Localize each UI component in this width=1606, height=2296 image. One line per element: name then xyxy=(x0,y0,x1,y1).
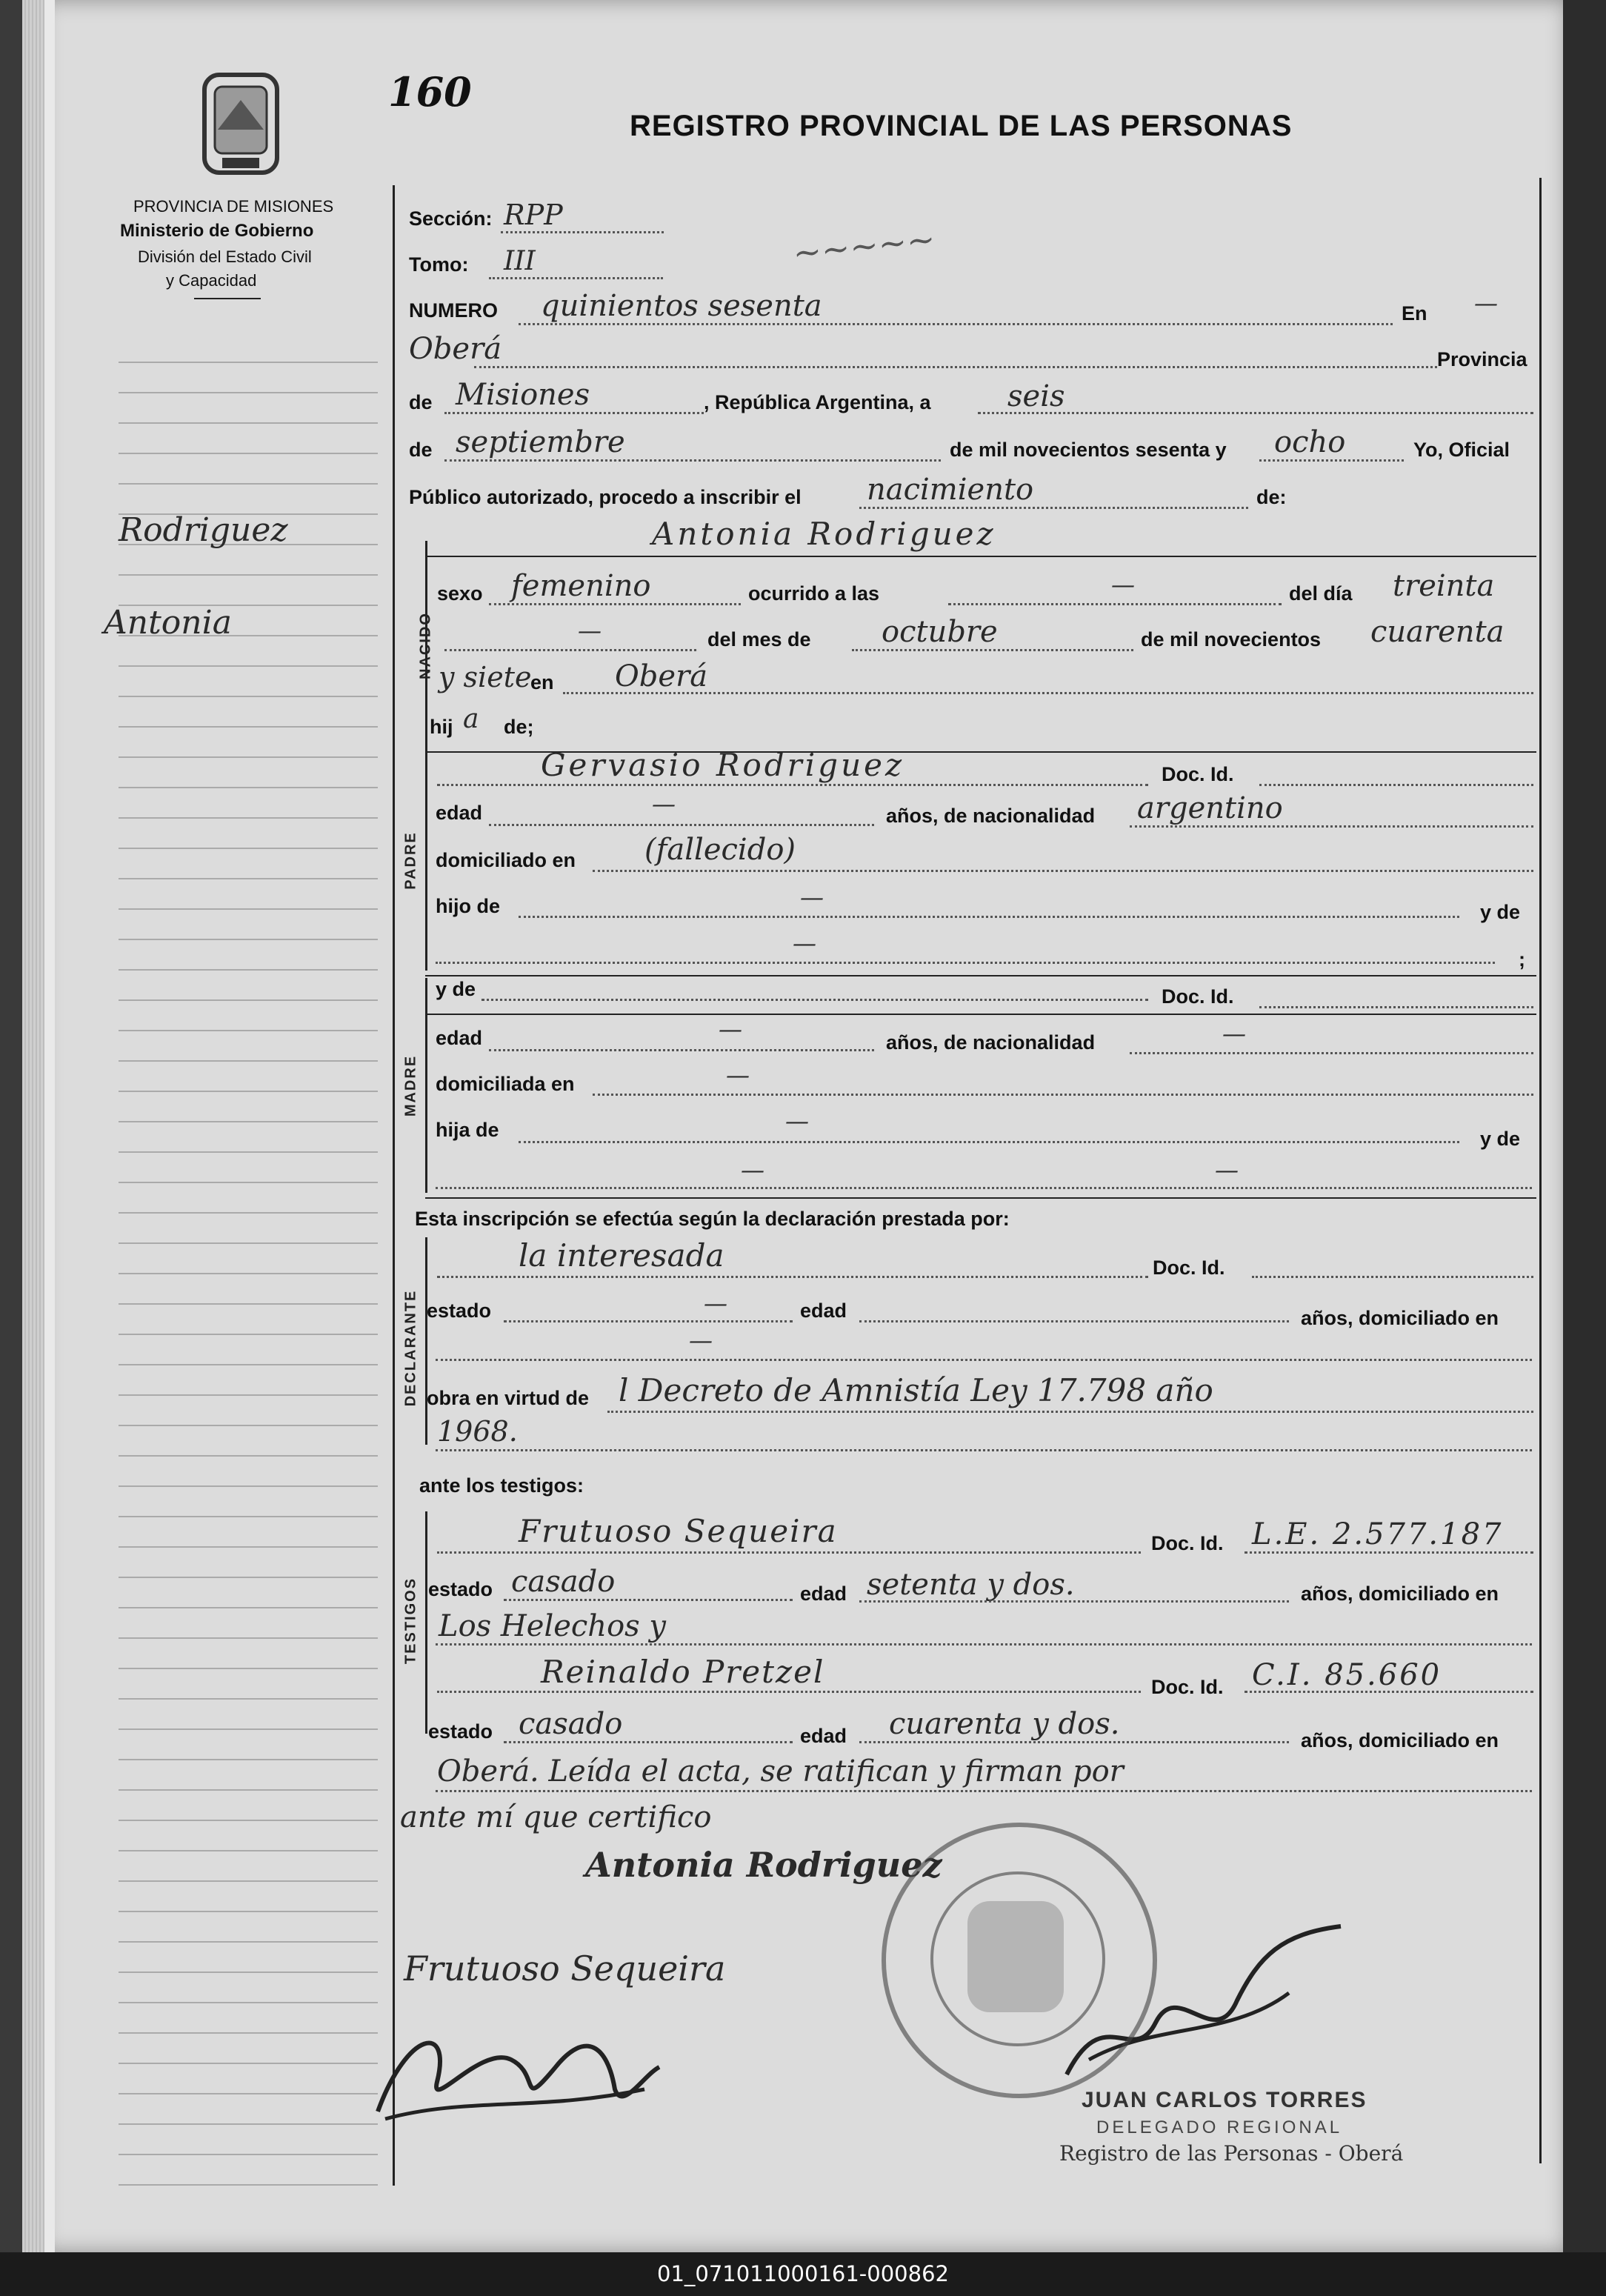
numero-value: quinientos sesenta xyxy=(541,289,822,323)
year-line xyxy=(1259,459,1404,462)
numero-label: NUMERO xyxy=(409,299,498,322)
margin-ruled-line xyxy=(119,1212,378,1214)
act-value: nacimiento xyxy=(867,473,1034,507)
hija-suffix: a xyxy=(463,704,479,734)
official-stamp-crest xyxy=(967,1901,1064,2012)
declarante-estado-value: — xyxy=(704,1289,727,1317)
margin-ruled-line xyxy=(119,939,378,940)
numero-line xyxy=(519,323,1393,325)
de3-label: de: xyxy=(1256,486,1287,508)
testigo1-edad-label: edad xyxy=(800,1583,847,1605)
margin-ruled-line xyxy=(119,1789,378,1791)
madre-edad-value: — xyxy=(719,1015,742,1043)
en-nac-label: en xyxy=(530,671,554,693)
madre-top-line xyxy=(425,1014,1536,1015)
padre-edad-line xyxy=(489,824,874,826)
madre-nac-label: años, de nacionalidad xyxy=(886,1031,1096,1054)
en-value: — xyxy=(1474,289,1498,317)
declarante-estado-label: estado xyxy=(427,1300,492,1322)
margin-ruled-line xyxy=(119,362,378,363)
main-left-rule xyxy=(393,185,395,2186)
seccion-line xyxy=(501,231,664,233)
month-value: septiembre xyxy=(456,425,625,459)
testigos-intro: ante los testigos: xyxy=(419,1474,584,1497)
declarante-anios-label: años, domiciliado en xyxy=(1301,1307,1499,1329)
margin-ruled-line xyxy=(119,2123,378,2125)
lugar-value: Oberá xyxy=(615,659,708,693)
madre-edad-line xyxy=(489,1049,874,1051)
madre-yde2-label: y de xyxy=(1480,1128,1521,1150)
margin-ruled-line xyxy=(119,1455,378,1457)
padre-dom-label: domiciliado en xyxy=(436,849,576,871)
padre-yde-label: y de xyxy=(1480,901,1521,923)
testigo1-estado: casado xyxy=(511,1565,616,1599)
margin-ruled-line xyxy=(119,1425,378,1426)
margin-ruled-line xyxy=(119,726,378,728)
madre-section-label: MADRE xyxy=(402,1054,419,1117)
testigo1-anios-label: años, domiciliado en xyxy=(1301,1583,1499,1605)
margin-ruled-line xyxy=(119,1668,378,1669)
anio-cont: y siete xyxy=(439,661,532,693)
officer-role: DELEGADO REGIONAL xyxy=(1096,2117,1343,2137)
margin-ruled-line xyxy=(119,2184,378,2186)
margin-ruled-line xyxy=(119,1941,378,1943)
official-stamp xyxy=(882,1823,1157,2098)
obra-year: 1968. xyxy=(437,1415,518,1448)
mes-value: — xyxy=(578,616,602,645)
declarante-estado-line xyxy=(504,1320,793,1322)
margin-ruled-line xyxy=(119,999,378,1001)
anio-value: cuarenta xyxy=(1370,615,1505,649)
tomo-value: III xyxy=(504,246,536,276)
madre-hija-value: — xyxy=(785,1107,809,1135)
margin-ruled-line xyxy=(119,969,378,971)
obra-label: obra en virtud de xyxy=(427,1387,590,1409)
page-number: 160 xyxy=(388,68,472,116)
declarante-doc-line xyxy=(1252,1276,1533,1278)
padre-bottom-line xyxy=(425,975,1536,976)
hora-value: — xyxy=(1111,570,1135,599)
margin-ruled-line xyxy=(119,1273,378,1274)
margin-ruled-line xyxy=(119,787,378,788)
margin-ruled-line xyxy=(119,483,378,485)
margin-ruled-line xyxy=(119,1364,378,1365)
testigo2-anios-label: años, domiciliado en xyxy=(1301,1729,1499,1751)
day-value: seis xyxy=(1007,379,1065,413)
declarante-name-line xyxy=(437,1276,1148,1278)
madre-dom-value: — xyxy=(726,1061,750,1089)
ocurrido-label: ocurrido a las xyxy=(748,582,880,605)
padre-hijo-label: hijo de xyxy=(436,895,500,917)
padre-nac-line xyxy=(1130,825,1533,828)
obra-year-line xyxy=(436,1449,1532,1451)
margin-ruled-line xyxy=(119,878,378,879)
provincia-label: Provincia xyxy=(1437,348,1527,370)
madre-bottom-line xyxy=(425,1197,1536,1199)
year-label: de mil novecientos sesenta y xyxy=(950,439,1227,461)
padre-name-line xyxy=(437,784,1148,786)
testigo2-edad-line xyxy=(859,1741,1289,1743)
year-value: ocho xyxy=(1274,425,1346,459)
de2-label: de xyxy=(409,439,433,461)
testigos-section-label: TESTIGOS xyxy=(402,1577,419,1665)
margin-ruled-line xyxy=(119,1151,378,1153)
margin-ruled-line xyxy=(119,1394,378,1396)
margin-surname: Rodriguez xyxy=(119,511,288,549)
testigo2-estado-line xyxy=(504,1741,793,1743)
madre-name-line xyxy=(482,999,1148,1001)
margin-ruled-line xyxy=(119,453,378,454)
margin-ruled-line xyxy=(119,2002,378,2003)
crossed-out-annotation: ~~~~~ xyxy=(790,219,938,273)
obra-line xyxy=(607,1411,1533,1413)
margin-ruled-line xyxy=(119,756,378,758)
sexo-line xyxy=(489,603,741,605)
testigo2-name: Reinaldo Pretzel xyxy=(541,1654,825,1690)
testigo1-doc-line xyxy=(1245,1551,1533,1554)
margin-ruled-line xyxy=(119,696,378,697)
margin-ruled-line xyxy=(119,817,378,819)
margin-ruled-line xyxy=(119,2154,378,2155)
de-label: de xyxy=(409,391,433,413)
madre-hija-line xyxy=(519,1141,1459,1143)
declarante-edad-line xyxy=(859,1320,1289,1322)
margin-ruled-line xyxy=(119,1485,378,1487)
padre-bracket xyxy=(425,756,427,971)
padre-second-line xyxy=(436,962,1495,964)
testigo1-doc: L.E. 2.577.187 xyxy=(1252,1517,1504,1551)
testigo2-edad-label: edad xyxy=(800,1725,847,1747)
officer-office: Registro de las Personas - Oberá xyxy=(1059,2141,1404,2166)
margin-ruled-line xyxy=(119,1728,378,1730)
madre-edad-label: edad xyxy=(436,1027,483,1049)
margin-ruled-line xyxy=(119,1637,378,1639)
margin-ruled-line xyxy=(119,2032,378,2034)
margin-ruled-line xyxy=(119,574,378,576)
provincial-crest-icon xyxy=(200,70,281,182)
en-label: En xyxy=(1402,302,1427,325)
hija-de-label: de; xyxy=(504,716,534,738)
del-dia-label: del día xyxy=(1289,582,1353,605)
obra-value: l Decreto de Amnistía Ley 17.798 año xyxy=(619,1372,1213,1408)
margin-ruled-line xyxy=(119,1182,378,1183)
month-line xyxy=(444,459,941,462)
madre-second-value2: — xyxy=(1215,1156,1239,1184)
province-value: Misiones xyxy=(456,378,590,412)
mil-label: de mil novecientos xyxy=(1141,628,1322,650)
madre-doc-line xyxy=(1259,1006,1533,1008)
declarante-intro: Esta inscripción se efectúa según la declaración prestada por: xyxy=(415,1208,1010,1230)
padre-name: Gervasio Rodriguez xyxy=(541,747,905,783)
margin-ruled-line xyxy=(119,422,378,424)
authority-line4: y Capacidad xyxy=(166,271,257,290)
margin-ruled-line xyxy=(119,1698,378,1700)
margin-ruled-line xyxy=(119,1577,378,1578)
testigo2-name-line xyxy=(437,1691,1141,1693)
tomo-label: Tomo: xyxy=(409,253,469,276)
testigo1-dom-line xyxy=(436,1643,1532,1646)
margin-ruled-line xyxy=(119,1030,378,1031)
testigo1-doc-label: Doc. Id. xyxy=(1151,1532,1224,1554)
mes-name-line xyxy=(852,649,1133,651)
madre-dom-label: domiciliada en xyxy=(436,1073,575,1095)
testigo2-doc: C.I. 85.660 xyxy=(1252,1658,1442,1692)
declarante-name: la interesada xyxy=(519,1237,724,1274)
nacido-section-label: NACIDO xyxy=(417,612,434,679)
margin-ruled-line xyxy=(119,2093,378,2094)
testigo1-dom: Los Helechos y xyxy=(439,1609,666,1643)
margin-ruled-line xyxy=(119,1820,378,1821)
margin-ruled-line xyxy=(119,1546,378,1548)
mes-name: octubre xyxy=(882,615,998,649)
declarante-doc-label: Doc. Id. xyxy=(1153,1257,1225,1279)
republica-label: , República Argentina, a xyxy=(704,391,931,413)
padre-section-label: PADRE xyxy=(402,831,419,890)
main-right-rule xyxy=(1539,178,1542,2163)
signature-antonia: Antonia Rodriguez xyxy=(585,1845,942,1885)
sexo-value: femenino xyxy=(511,569,651,603)
margin-ruled-line xyxy=(119,908,378,910)
signature-reinaldo-scribble xyxy=(363,2000,674,2134)
padre-nac-label: años, de nacionalidad xyxy=(886,805,1096,827)
padre-edad-label: edad xyxy=(436,802,483,824)
declarante-dom-value: — xyxy=(689,1326,713,1354)
margin-ruled-line xyxy=(119,1607,378,1608)
authority-line3: División del Estado Civil xyxy=(138,247,312,266)
margin-ruled-line xyxy=(119,1759,378,1760)
margin-ruled-line xyxy=(119,1303,378,1305)
testigo1-estado-label: estado xyxy=(428,1578,493,1600)
testigo1-name: Frutuoso Sequeira xyxy=(519,1513,838,1549)
margin-ruled-line xyxy=(119,1091,378,1092)
publico-label: Público autorizado, procedo a inscribir el xyxy=(409,486,802,508)
place-value: Oberá xyxy=(409,332,502,366)
madre-nac-line xyxy=(1130,1052,1533,1054)
declarante-edad-label: edad xyxy=(800,1300,847,1322)
page-title: REGISTRO PROVINCIAL DE LAS PERSONAS xyxy=(630,110,1293,142)
testigo2-estado: casado xyxy=(519,1707,623,1741)
padre-doc-line xyxy=(1259,784,1533,786)
nacido-name: Antonia Rodriguez xyxy=(652,516,996,552)
dia-value: treinta xyxy=(1393,569,1495,603)
testigo2-doc-line xyxy=(1245,1691,1533,1693)
sexo-label: sexo xyxy=(437,582,483,605)
margin-ruled-line xyxy=(119,1880,378,1882)
margin-ruled-line xyxy=(119,2063,378,2064)
margin-ruled-line xyxy=(119,1911,378,1912)
province-line xyxy=(444,412,704,414)
authority-line2: Ministerio de Gobierno xyxy=(120,221,314,241)
padre-nac-value: argentino xyxy=(1137,791,1283,825)
madre-second-value: — xyxy=(741,1156,764,1184)
nacido-name-line xyxy=(425,556,1536,557)
testigo1-edad-line xyxy=(859,1600,1289,1603)
margin-ruled-line xyxy=(119,1242,378,1244)
closing-line2: ante mí que certifico xyxy=(400,1800,712,1834)
place-line xyxy=(474,366,1437,368)
act-line xyxy=(859,507,1248,509)
file-id-footer: 01_071011000161-000862 xyxy=(0,2252,1606,2296)
testigo2-edad: cuarenta y dos. xyxy=(889,1707,1120,1741)
margin-ruled-line xyxy=(119,1850,378,1851)
day-line xyxy=(978,412,1533,414)
hora-line xyxy=(948,603,1282,605)
margin-ruled-line xyxy=(119,1334,378,1335)
declarante-dom-line xyxy=(436,1359,1532,1361)
authority-divider xyxy=(194,298,261,299)
oficial-label: Yo, Oficial xyxy=(1413,439,1510,461)
mes-line xyxy=(444,649,696,651)
padre-hijo-line xyxy=(519,916,1459,918)
testigo1-name-line xyxy=(437,1551,1141,1554)
declarante-bracket xyxy=(425,1237,427,1445)
officer-name: JUAN CARLOS TORRES xyxy=(1082,2088,1367,2112)
madre-yde-label: y de xyxy=(436,978,476,1000)
padre-dom-value: (fallecido) xyxy=(644,833,796,867)
margin-ruled-line xyxy=(119,392,378,393)
testigos-bracket xyxy=(425,1511,427,1734)
closing-line1-rule xyxy=(436,1790,1532,1792)
testigo2-estado-label: estado xyxy=(428,1720,493,1743)
madre-hija-label: hija de xyxy=(436,1119,499,1141)
declarante-section-label: DECLARANTE xyxy=(402,1289,419,1407)
madre-second-line xyxy=(436,1187,1532,1189)
padre-doc-label: Doc. Id. xyxy=(1162,763,1234,785)
authority-line1: PROVINCIA DE MISIONES xyxy=(133,197,334,216)
margin-ruled-line xyxy=(119,1971,378,1973)
margin-ruled-line xyxy=(119,1060,378,1062)
madre-doc-label: Doc. Id. xyxy=(1162,985,1234,1008)
padre-edad-value: — xyxy=(652,790,676,818)
margin-given-name: Antonia xyxy=(104,604,232,642)
margin-ruled-line xyxy=(119,1516,378,1517)
seccion-label: Sección: xyxy=(409,207,493,230)
margin-ruled-line xyxy=(119,1121,378,1122)
padre-semicolon: ; xyxy=(1519,948,1525,971)
hija-label: hij xyxy=(430,716,453,738)
book-binding-shadow xyxy=(1563,0,1606,2252)
seccion-value: RPP xyxy=(504,199,563,231)
padre-hijo-value: — xyxy=(800,883,824,911)
madre-nac-value: — xyxy=(1222,1019,1246,1048)
margin-ruled-line xyxy=(119,848,378,849)
testigo2-doc-label: Doc. Id. xyxy=(1151,1676,1224,1698)
tomo-line xyxy=(489,277,663,279)
testigo1-estado-line xyxy=(504,1599,793,1601)
madre-dom-line xyxy=(593,1094,1533,1096)
padre-dom-line xyxy=(593,870,1533,872)
signature-frutuoso: Frutuoso Sequeira xyxy=(404,1949,726,1989)
del-mes-label: del mes de xyxy=(707,628,811,650)
testigo1-edad: setenta y dos. xyxy=(867,1568,1075,1602)
margin-ruled-line xyxy=(119,665,378,667)
closing-line1: Oberá. Leída el acta, se ratifican y firman por xyxy=(437,1754,1124,1788)
padre-second-value: — xyxy=(793,929,816,957)
lugar-line xyxy=(563,692,1533,694)
madre-bracket xyxy=(425,978,427,1193)
